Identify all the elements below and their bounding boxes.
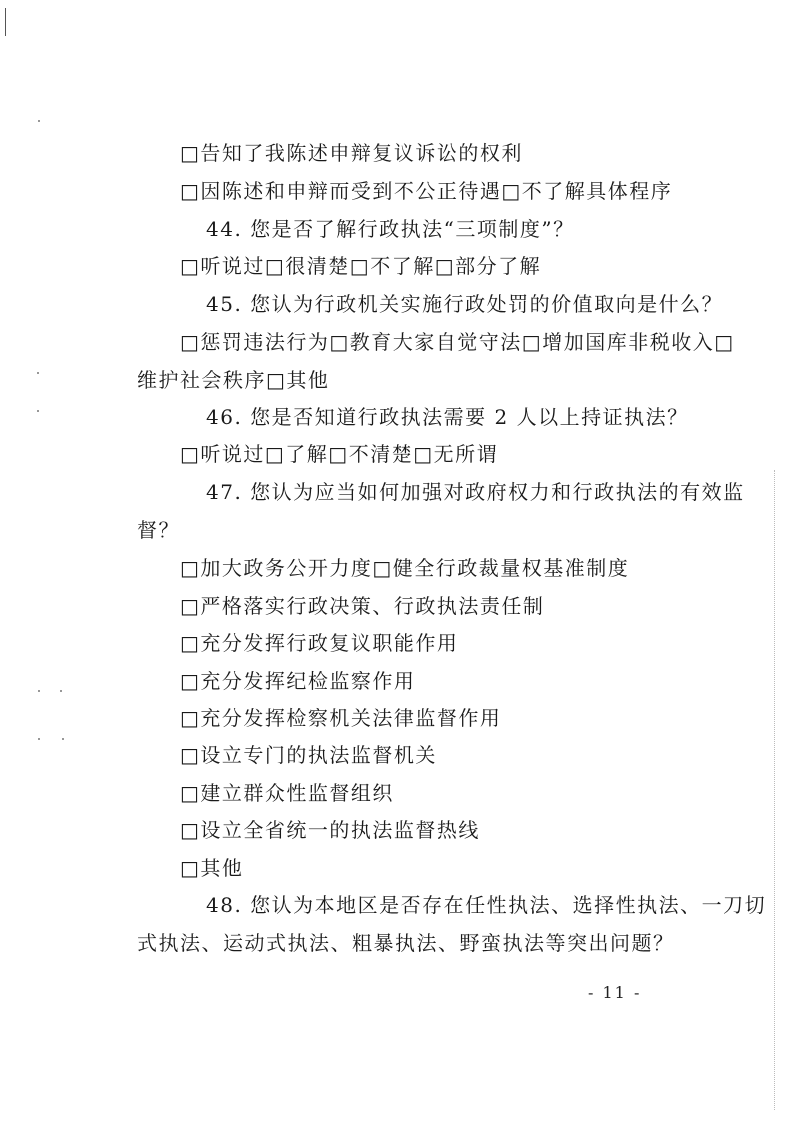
question-45: 45. 您认为行政机关实施行政处罚的价值取向是什么？: [206, 292, 724, 316]
page-number: - 11 -: [588, 983, 642, 1002]
scan-speck: [38, 690, 40, 692]
scan-speck: [38, 120, 40, 122]
question-47-continued: 督？: [137, 518, 180, 542]
option-line: □加大政务公开力度□健全行政裁量权基准制度: [180, 556, 630, 580]
option-line: □设立专门的执法监督机关: [180, 743, 437, 767]
question-48-continued: 式执法、运动式执法、粗暴执法、野蛮执法等突出问题？: [137, 931, 675, 955]
question-46: 46. 您是否知道行政执法需要 2 人以上持证执法？: [206, 405, 689, 429]
scan-edge-mark: [774, 470, 776, 1110]
option-line: □告知了我陈述申辩复议诉讼的权利: [180, 141, 523, 165]
option-line: □听说过□了解□不清楚□无所谓: [180, 442, 499, 466]
scan-edge-mark: [5, 8, 6, 36]
option-line: □建立群众性监督组织: [180, 781, 394, 805]
scan-speck: [60, 690, 62, 692]
scan-speck: [37, 410, 39, 412]
option-line: □其他: [180, 856, 244, 880]
option-line: □因陈述和申辩而受到不公正待遇□不了解具体程序: [180, 179, 673, 203]
scan-speck: [62, 738, 64, 740]
option-line-continued: 维护社会秩序□其他: [137, 368, 330, 392]
question-47: 47. 您认为应当如何加强对政府权力和行政执法的有效监: [206, 480, 745, 504]
scan-speck: [37, 372, 39, 374]
option-line: □设立全省统一的执法监督热线: [180, 818, 480, 842]
option-line: □充分发挥检察机关法律监督作用: [180, 706, 502, 730]
question-44: 44. 您是否了解行政执法“三项制度”？: [206, 217, 575, 241]
scan-speck: [38, 738, 40, 740]
question-48: 48. 您认为本地区是否存在任性执法、选择性执法、一刀切: [206, 893, 767, 917]
option-line: □惩罚违法行为□教育大家自觉守法□增加国库非税收入□: [180, 330, 735, 354]
option-line: □充分发挥行政复议职能作用: [180, 631, 459, 655]
option-line: □充分发挥纪检监察作用: [180, 669, 416, 693]
option-line: □严格落实行政决策、行政执法责任制: [180, 594, 545, 618]
option-line: □听说过□很清楚□不了解□部分了解: [180, 254, 542, 278]
